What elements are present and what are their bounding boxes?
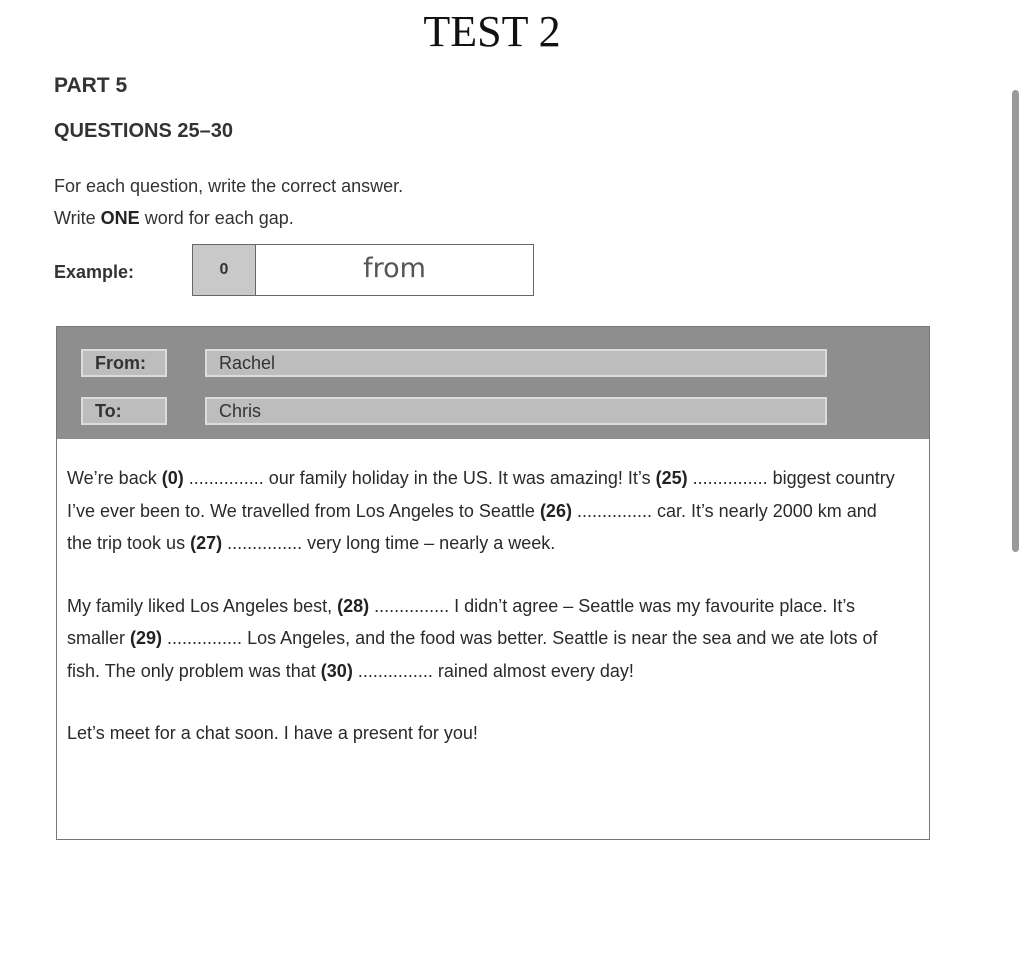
from-field: Rachel [205,349,827,377]
example-number: 0 [193,245,256,295]
gap-0[interactable]: ............... [188,468,264,488]
email-paragraph-2: My family liked Los Angeles best, (28) ............... I didn’t agree – Seattle was my favourite place. It’s smaller (29) ............... Los Angeles, and the food was better. Seattle is near the sea and we ate lots of fish. The only problem was that (30) ............... rained almost every day! [67,595,878,681]
to-field: Chris [205,397,827,425]
email-header [57,327,929,439]
gap-28[interactable]: ............... [374,595,450,616]
questions-label: QUESTIONS 25–30 [54,120,233,142]
gap-29[interactable]: ............... [167,628,243,648]
gap-30[interactable]: ............... [357,660,433,681]
instructions [54,170,403,234]
test-title: TEST 2 [423,7,561,56]
gap-27[interactable]: ............... [227,533,303,553]
email-paragraph-1: We’re back (0) ............... our family holiday in the US. It was amazing! It’s (25) ............... biggest country I’ve ever been to. We travelled from Los Angeles to Seattle (26) ............... car. It’s nearly 2000 km and the trip took us (27) ............... very long time – nearly a week. [67,468,895,553]
part-label: PART 5 [54,74,128,97]
gap-25[interactable]: ............... [692,468,768,488]
email-body [67,462,897,780]
example-answer: from [363,252,426,284]
instruction-line-1: For each question, write the correct answer. [54,176,404,196]
gap-26[interactable]: ............... [576,500,652,521]
email-paragraph-3: Let’s meet for a chat soon. I have a present for you! [67,723,478,743]
example-box [192,244,534,296]
example-label: Example: [54,262,135,282]
instruction-line-2: Write ONE word for each gap. [54,208,294,228]
to-label: To: [81,397,167,425]
scrollbar[interactable] [1012,90,1019,552]
from-label: From: [81,349,167,377]
